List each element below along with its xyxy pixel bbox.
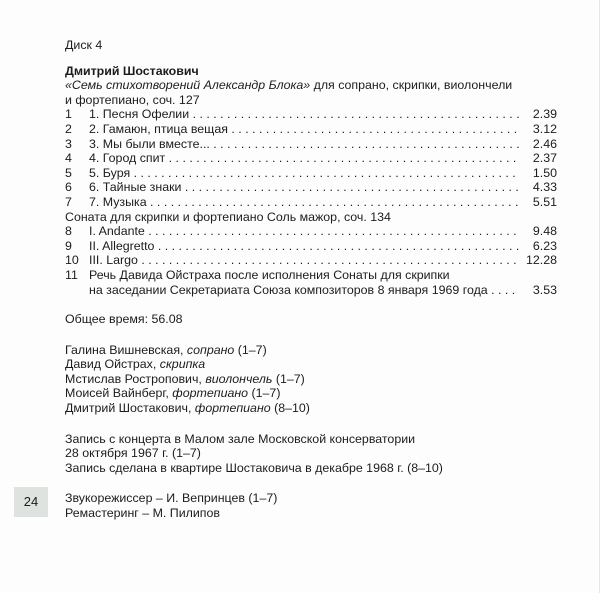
work-title-sonata: Соната для скрипки и фортепиано Соль мажор, соч. 134 <box>65 209 391 224</box>
performers-list <box>65 343 557 416</box>
track-number: 1 <box>65 107 72 122</box>
track-number: 4 <box>65 151 72 166</box>
track-title: III. Largo . . . <box>89 253 519 268</box>
track-number: 9 <box>65 238 72 253</box>
track-title: 3. Мы были вместе... . . . <box>89 137 519 152</box>
track-title: 6. Тайные знаки . . . <box>89 180 519 195</box>
recording-line: Запись с концерта в Малом зале Московской консерватории <box>65 431 416 446</box>
track-number: 5 <box>65 165 72 180</box>
performer-row <box>65 372 557 387</box>
track-title: I. Andante . . . <box>89 224 519 239</box>
performer-name: Мстислав Ростропович, <box>65 371 206 386</box>
track-number: 3 <box>65 136 72 151</box>
track-row <box>65 151 557 166</box>
speech-line2: на заседании Секретариата Союза композиторов 8 января 1969 года . . . <box>89 283 519 298</box>
track-title: 4. Город спит . . . <box>89 151 519 166</box>
track-number: 11 <box>65 267 78 282</box>
track-number: 6 <box>65 180 72 195</box>
track-number: 7 <box>65 194 72 209</box>
performer-role: виолончель <box>205 371 273 386</box>
recording-line: Запись сделана в квартире Шостаковича в декабре 1968 г. (8–10) <box>65 460 443 475</box>
track-title: 2. Гамаюн, птица вещая . . . <box>89 122 519 137</box>
work-title-italic: «Семь стихотворений Александр Блока» <box>65 78 311 93</box>
page-number: 24 <box>14 487 48 517</box>
track-duration: 3.53 <box>532 282 557 297</box>
work-title-line2: и фортепиано, соч. 127 <box>65 92 200 107</box>
track-list-blok <box>65 107 557 209</box>
performer-tracks: (1–7) <box>248 386 281 401</box>
track-row <box>65 166 557 181</box>
track-duration: 9.48 <box>532 224 557 239</box>
track-duration: 2.37 <box>532 151 557 166</box>
performer-name: Давид Ойстрах, <box>65 357 160 372</box>
performer-row <box>65 401 557 416</box>
track-duration: 1.50 <box>532 165 557 180</box>
track-duration: 6.23 <box>532 238 557 253</box>
track-number: 8 <box>65 224 72 239</box>
performer-name: Галина Вишневская, <box>65 342 187 357</box>
track-row <box>65 122 557 137</box>
disc-label: Диск 4 <box>65 38 103 52</box>
track-title: 5. Буря . . . <box>89 166 519 181</box>
track-row <box>65 137 557 152</box>
performer-name: Дмитрий Шостакович, <box>65 401 195 416</box>
performer-role: сопрано <box>186 342 235 357</box>
total-time: Общее время: 56.08 <box>65 312 183 327</box>
track-row <box>65 107 557 122</box>
track-row <box>65 239 557 254</box>
track-number: 2 <box>65 121 72 136</box>
performer-tracks: (8–10) <box>270 401 310 416</box>
track-row <box>65 195 557 210</box>
performer-row <box>65 343 557 358</box>
performer-role: фортепиано <box>172 386 249 401</box>
credits-list <box>65 491 557 520</box>
track-row <box>65 224 557 239</box>
work-title-blok <box>65 78 557 93</box>
work-title-rest: для сопрано, скрипки, виолончели <box>310 78 513 93</box>
track-duration: 2.39 <box>532 107 557 122</box>
track-duration: 2.46 <box>532 136 557 151</box>
performer-tracks: (1–7) <box>234 342 267 357</box>
track-row <box>65 180 557 195</box>
track-list-sonata <box>65 224 557 268</box>
track-duration: 3.12 <box>532 121 557 136</box>
track-title: 7. Музыка . . . <box>89 195 519 210</box>
performer-tracks: (1–7) <box>272 371 305 386</box>
composer-name: Дмитрий Шостакович <box>65 63 199 78</box>
recording-info <box>65 432 557 476</box>
track-duration: 4.33 <box>532 180 557 195</box>
recording-line: 28 октября 1967 г. (1–7) <box>65 446 201 461</box>
performer-role: скрипка <box>159 357 206 372</box>
track-duration: 12.28 <box>525 253 557 268</box>
track-speech <box>65 268 557 297</box>
track-title: 1. Песня Офелии . . . <box>89 107 519 122</box>
credit-line: Ремастеринг – М. Пилипов <box>65 506 220 521</box>
track-duration: 5.51 <box>532 194 557 209</box>
performer-role: фортепиано <box>194 401 271 416</box>
tracklist-content <box>65 38 557 521</box>
performer-row <box>65 386 557 401</box>
speech-line1: Речь Давида Ойстраха после исполнения Сонаты для скрипки <box>89 267 450 282</box>
credit-line: Звукорежиссер – И. Вепринцев (1–7) <box>65 491 278 506</box>
performer-name: Моисей Вайнберг, <box>65 386 173 401</box>
track-row <box>65 253 557 268</box>
performer-row <box>65 357 557 372</box>
track-title: II. Allegretto . . . <box>89 239 519 254</box>
track-number: 10 <box>65 253 79 268</box>
